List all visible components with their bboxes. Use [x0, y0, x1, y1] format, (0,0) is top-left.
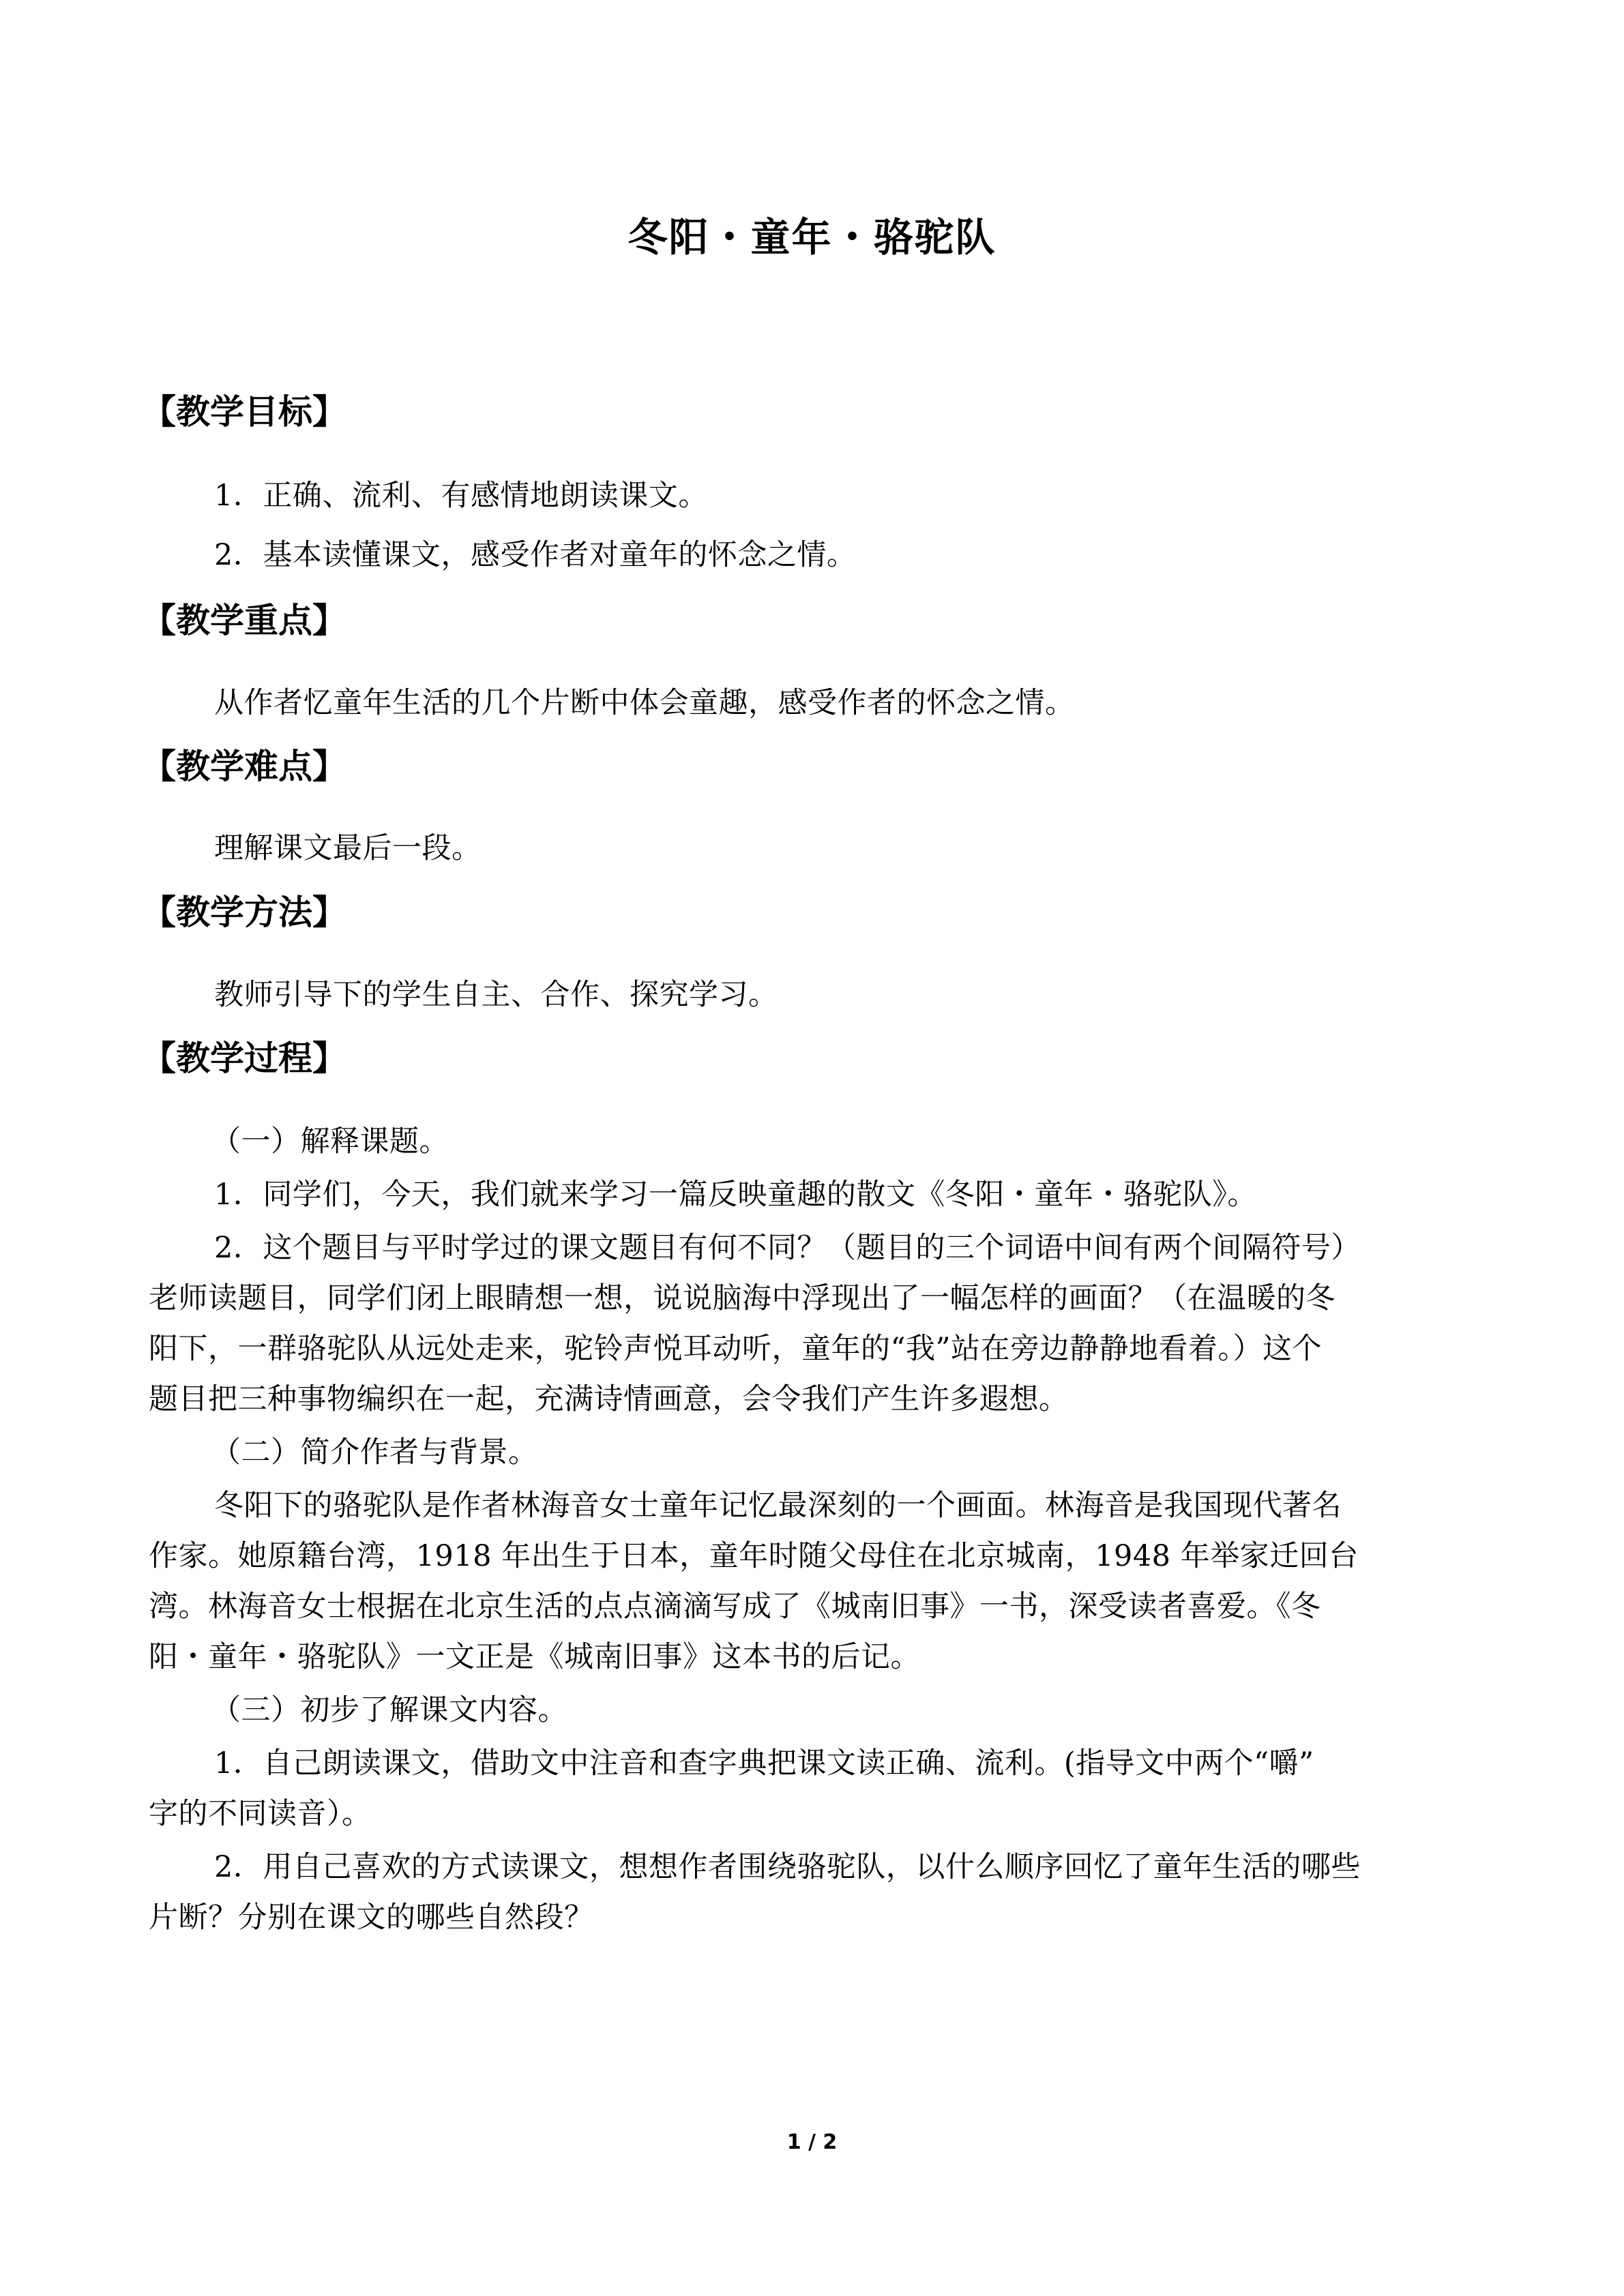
process-part3-item1-line2: 字的不同读音）。 — [149, 1797, 372, 1831]
process-part2-line3: 湾。林海音女士根据在北京生活的点点滴滴写成了《城南旧事》一书，深受读者喜爱。《冬 — [149, 1590, 1321, 1624]
methods-text-block — [149, 970, 1480, 1020]
difficulties-text-block — [149, 823, 1480, 874]
process-part2-line1: 冬阳下的骆驼队是作者林海音女士童年记忆最深刻的一个画面。林海音是我国现代著名 — [214, 1489, 1342, 1523]
key-points-text: 从作者忆童年生活的几个片断中体会童趣，感受作者的怀念之情。 — [214, 686, 1075, 720]
process-part2-line2: 作家。她原籍台湾，1918 年出生于日本，童年时随父母住在北京城南，1948 年举家迁回台 — [149, 1539, 1359, 1573]
section-heading-goals: 【教学目标】 — [142, 392, 346, 432]
page-title: 冬阳・童年・骆驼队 — [628, 214, 996, 260]
process-part3-item1-line1: 1．自己朗读课文，借助文中注音和查字典把课文读正确、流利。(指导文中两个“嚼” — [214, 1746, 1314, 1780]
goal-item-1: 1．正确、流利、有感情地朗读课文。 — [214, 479, 708, 513]
process-part1-item2-line2: 老师读题目，同学们闭上眼睛想一想，说说脑海中浮现出了一幅怎样的画面？（在温暖的冬 — [149, 1281, 1335, 1315]
section-heading-methods: 【教学方法】 — [142, 893, 346, 932]
section-heading-key-points: 【教学重点】 — [142, 601, 346, 640]
process-body — [149, 1116, 1480, 1943]
section-heading-process: 【教学过程】 — [142, 1039, 346, 1078]
process-part1-item2-line3: 阳下，一群骆驼队从远处走来，驼铃声悦耳动听，童年的“我”站在旁边静静地看着。）这个 — [149, 1332, 1322, 1366]
section-heading-difficulties: 【教学难点】 — [142, 747, 346, 786]
goal-item-2: 2．基本读懂课文，感受作者对童年的怀念之情。 — [214, 538, 857, 572]
process-part2-heading: （二）简介作者与背景。 — [211, 1435, 538, 1470]
process-part1-item1: 1．同学们，今天，我们就来学习一篇反映童趣的散文《冬阳・童年・骆驼队》。 — [214, 1178, 1257, 1212]
process-part2-line4: 阳・童年・骆驼队》一文正是《城南旧事》这本书的后记。 — [149, 1640, 920, 1674]
methods-text: 教师引导下的学生自主、合作、探究学习。 — [214, 978, 778, 1012]
difficulties-text: 理解课文最后一段。 — [214, 831, 482, 865]
process-part3-heading: （三）初步了解课文内容。 — [211, 1693, 567, 1727]
goals-list — [149, 471, 1480, 580]
page-number: 1 / 2 — [786, 2130, 838, 2154]
process-part1-item2-line4: 题目把三种事物编织在一起，充满诗情画意，会令我们产生许多遐想。 — [149, 1382, 1069, 1416]
process-part3-item2-line2: 片断？分别在课文的哪些自然段？ — [149, 1900, 594, 1935]
key-points-text-block — [149, 678, 1480, 728]
process-part1-item2-line1: 2．这个题目与平时学过的课文题目有何不同？（题目的三个词语中间有两个间隔符号） — [214, 1231, 1361, 1265]
process-part1-heading: （一）解释课题。 — [211, 1124, 449, 1159]
process-part3-item2-line1: 2．用自己喜欢的方式读课文，想想作者围绕骆驼队，以什么顺序回忆了童年生活的哪些 — [214, 1850, 1361, 1884]
